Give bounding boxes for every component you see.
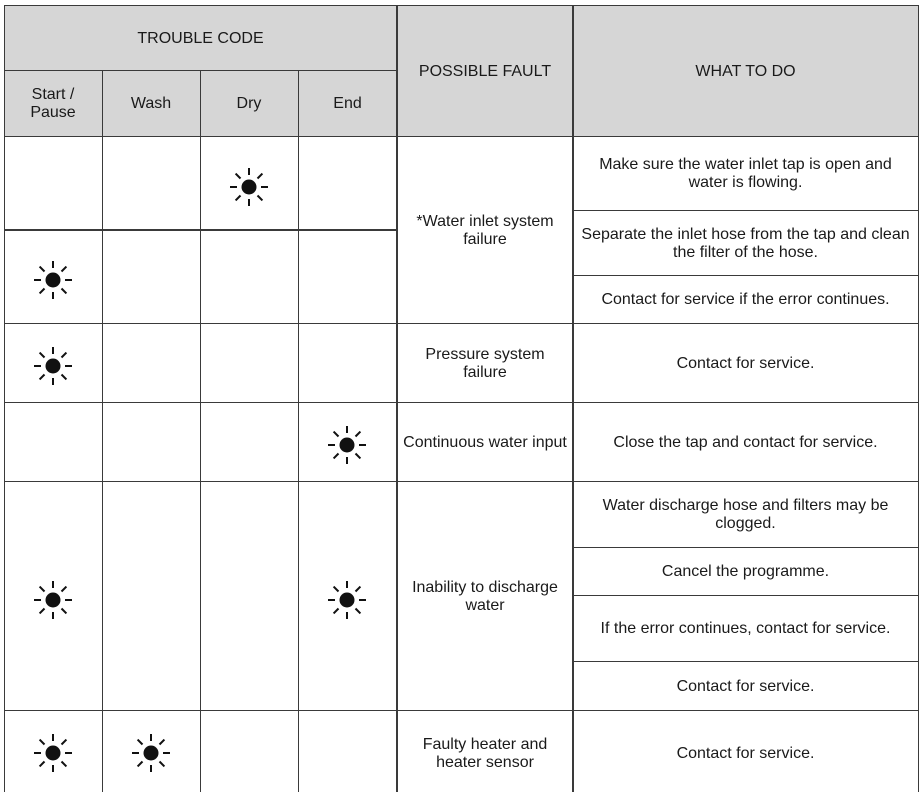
- vline-col1: [102, 71, 103, 792]
- fault-text: Continuous water input: [403, 433, 567, 451]
- hline-row4-action1: [573, 547, 919, 548]
- header-trouble-code: [4, 6, 397, 71]
- vline-col2: [200, 71, 201, 792]
- vline-col5: [572, 5, 574, 792]
- action-row2-1: [573, 324, 918, 403]
- hline-row1-split: [4, 229, 397, 231]
- blinking-light-icon: [327, 425, 367, 465]
- blinking-light-icon: [33, 580, 73, 620]
- hline-row2: [4, 323, 919, 324]
- action-text: Contact for service.: [676, 745, 815, 762]
- header-what-to-do: [573, 6, 918, 137]
- col-end-label: End: [333, 95, 362, 112]
- border-right: [918, 5, 919, 792]
- header-possible-fault-label: POSSIBLE FAULT: [418, 62, 552, 80]
- fault-heater: [397, 711, 573, 797]
- blinking-light-icon: [33, 260, 73, 300]
- fault-text: *Water inlet system failure: [416, 212, 554, 248]
- action-text: Contact for service.: [676, 354, 815, 372]
- action-row1-1: [573, 137, 918, 211]
- col-dry-label: Dry: [236, 95, 262, 112]
- fault-discharge-water: [397, 482, 573, 711]
- hline-row4-action3: [573, 661, 919, 662]
- hline-row3: [4, 402, 919, 403]
- action-text: Contact for service if the error continues.: [601, 291, 890, 308]
- fault-continuous-water: [397, 403, 573, 482]
- header-col-end: [298, 71, 397, 137]
- action-text: Make sure the water inlet tap is open and water is flowing.: [599, 156, 892, 191]
- action-row4-4: [573, 662, 918, 711]
- action-text: Separate the inlet hose from the tap and clean the filter of the hose.: [581, 225, 910, 261]
- blinking-light-icon: [33, 346, 73, 386]
- action-text: If the error continues, contact for service.: [600, 620, 891, 637]
- hline-row4-action2: [573, 595, 919, 596]
- blinking-light-icon: [229, 167, 269, 207]
- header-what-to-do-label: WHAT TO DO: [695, 62, 796, 80]
- action-row5-1: [573, 711, 918, 797]
- action-text: Cancel the programme.: [661, 563, 830, 580]
- vline-col3: [298, 71, 299, 792]
- header-col-start-pause: [4, 71, 102, 137]
- action-text: Contact for service.: [676, 677, 815, 695]
- header-col-dry: [200, 71, 298, 137]
- col-wash-label: Wash: [130, 95, 172, 112]
- action-text: Water discharge hose and filters may be clogged.: [602, 497, 889, 532]
- hline-row1-action2: [573, 275, 919, 276]
- action-row4-1: [573, 482, 918, 548]
- hline-header-bottom: [4, 136, 919, 137]
- border-top: [4, 5, 919, 6]
- action-row4-2: [573, 548, 918, 596]
- hline-row1-action1: [573, 210, 919, 211]
- fault-text: Faulty heater and heater sensor: [422, 736, 548, 771]
- hline-row4: [4, 481, 919, 482]
- fault-pressure-system: [397, 324, 573, 403]
- action-row1-2: [573, 211, 918, 276]
- blinking-light-icon: [33, 733, 73, 773]
- vline-col4: [396, 5, 398, 792]
- border-left: [4, 5, 5, 792]
- header-trouble-code-label: TROUBLE CODE: [137, 29, 264, 47]
- fault-text: Pressure system failure: [425, 345, 545, 381]
- blinking-light-icon: [131, 733, 171, 773]
- action-row3-1: [573, 403, 918, 482]
- action-row4-3: [573, 596, 918, 662]
- action-row1-3: [573, 276, 918, 324]
- col-start-pause-label: Start / Pause: [30, 86, 76, 121]
- blinking-light-icon: [327, 580, 367, 620]
- fault-water-inlet: [397, 137, 573, 324]
- header-possible-fault: [397, 6, 573, 137]
- fault-text: Inability to discharge water: [412, 578, 558, 614]
- action-text: Close the tap and contact for service.: [613, 433, 878, 451]
- header-col-wash: [102, 71, 200, 137]
- hline-row5: [4, 710, 919, 711]
- hline-header-mid: [4, 70, 397, 71]
